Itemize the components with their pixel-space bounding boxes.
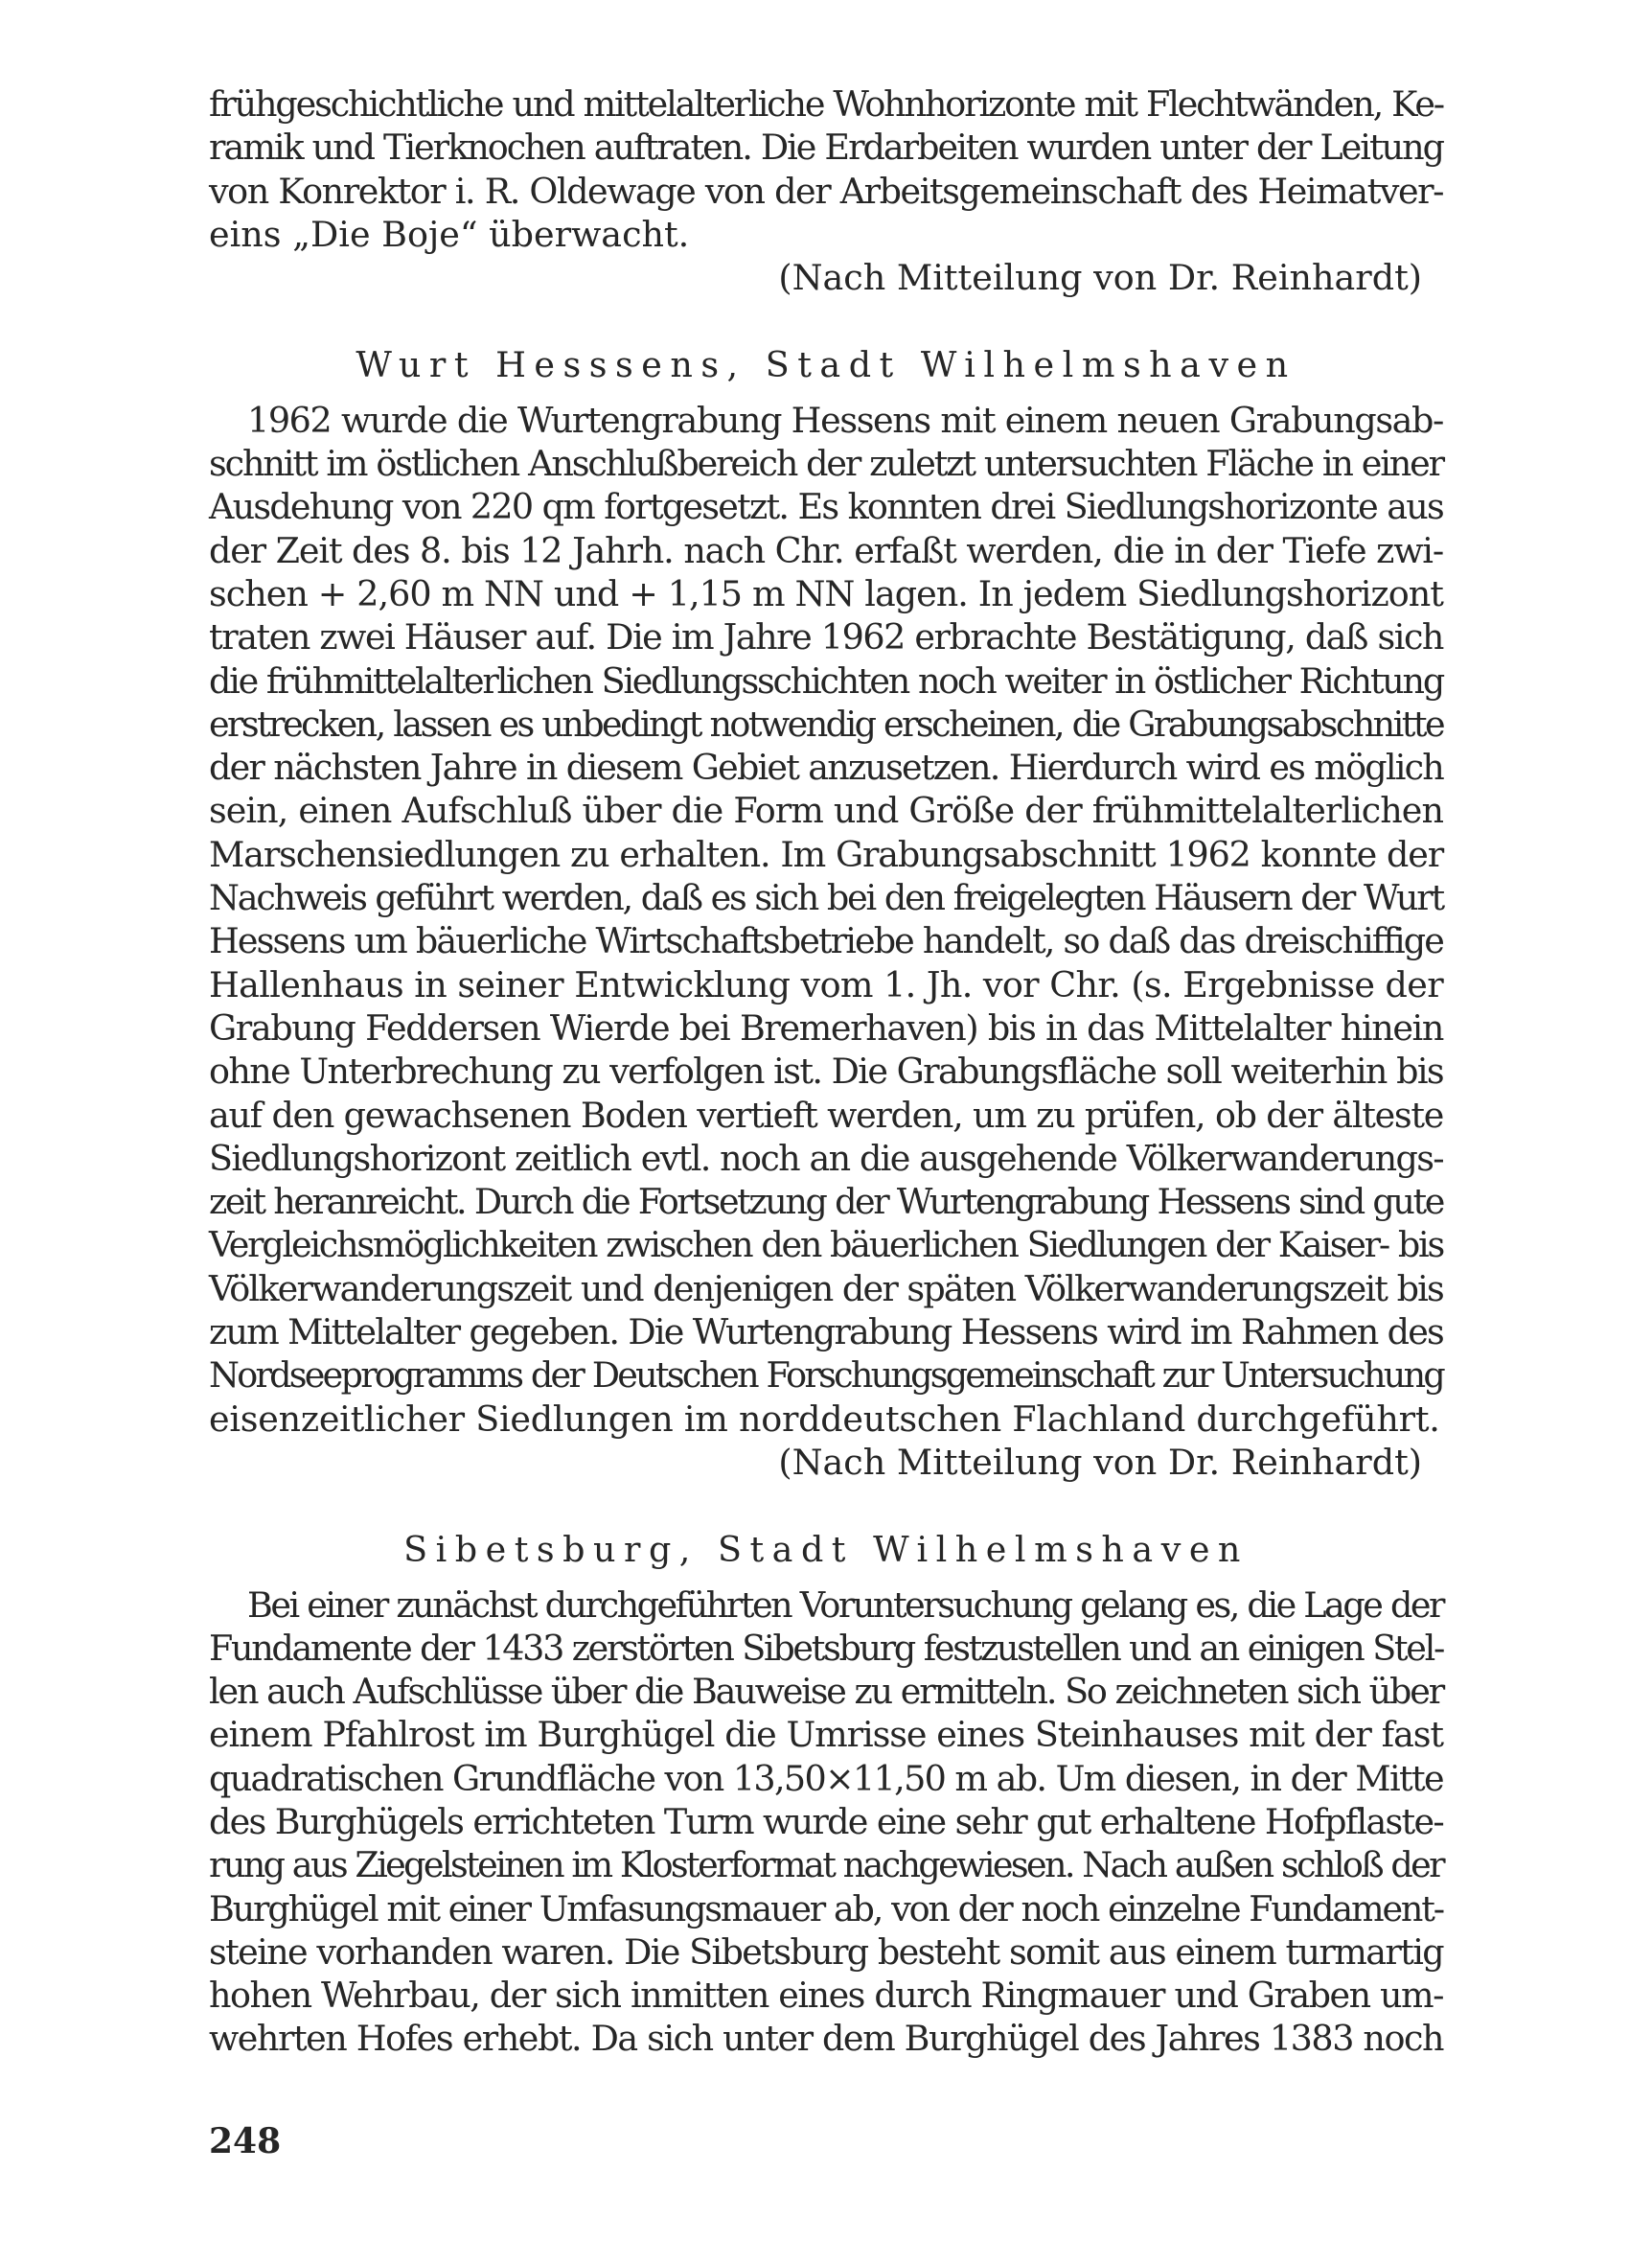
text-line: Grabung Feddersen Wierde bei Bremerhaven) bis in das Mittelalter hinein	[209, 1006, 1443, 1049]
text-line: Hessens um bäuerliche Wirtschaftsbetriebe handelt, so daß das dreischiffige	[209, 920, 1443, 962]
text-line: traten zwei Häuser auf. Die im Jahre 1962 erbrachte Bestätigung, daß sich	[209, 616, 1443, 658]
text-line: frühgeschichtliche und mittelalterliche Wohnhorizonte mit Flechtwänden, Ke-	[209, 83, 1443, 125]
text-line: len auch Aufschlüsse über die Bauweise zu ermitteln. So zeichneten sich über	[209, 1671, 1443, 1713]
page-body	[209, 82, 1443, 2061]
text-line: Hallenhaus in seiner Entwicklung vom 1. Jh. vor Chr. (s. Ergebnisse der	[209, 963, 1443, 1005]
text-line: Nordseeprogramms der Deutschen Forschungsgemeinschaft zur Untersuchung	[209, 1354, 1443, 1397]
text-line: eins „Die Boje“ überwacht.	[209, 213, 690, 255]
intro-paragraph	[209, 82, 1443, 256]
section-heading: Sibetsburg, Stadt Wilhelmshaven	[403, 1529, 1249, 1571]
text-line: Ausdehung von 220 qm fortgesetzt. Es konnten drei Siedlungshorizonte aus	[209, 486, 1443, 528]
text-line: Bei einer zunächst durchgeführten Voruntersuchung gelang es, die Lage der	[247, 1583, 1443, 1626]
text-line: zeit heranreicht. Durch die Fortsetzung der Wurtengrabung Hessens sind gute	[209, 1181, 1443, 1223]
text-line: erstrecken, lassen es unbedingt notwendig erscheinen, die Grabungsabschnitte	[209, 703, 1443, 745]
section-paragraph	[209, 1583, 1443, 2061]
attribution: (Nach Mitteilung von Dr. Reinhardt)	[778, 257, 1422, 299]
text-line: wehrten Hofes erhebt. Da sich unter dem Burghügel des Jahres 1383 noch	[209, 2018, 1443, 2060]
text-line: rung aus Ziegelsteinen im Klosterformat nachgewiesen. Nach außen schloß der	[209, 1844, 1443, 1886]
text-line: Marschensiedlungen zu erhalten. Im Grabungsabschnitt 1962 konnte der	[209, 833, 1443, 875]
text-line: ohne Unterbrechung zu verfolgen ist. Die Grabungsfläche soll weiterhin bis	[209, 1051, 1443, 1093]
section-heading: Wurt Hesssens, Stadt Wilhelmshaven	[356, 344, 1296, 386]
text-line: ramik und Tierknochen auftraten. Die Erdarbeiten wurden unter der Leitung	[209, 127, 1443, 169]
text-line: der nächsten Jahre in diesem Gebiet anzusetzen. Hierdurch wird es möglich	[209, 747, 1443, 789]
text-line: des Burghügels errichteten Turm wurde eine sehr gut erhaltene Hofpflaste-	[209, 1800, 1443, 1842]
text-line: Nachweis geführt werden, daß es sich bei den freigelegten Häusern der Wurt	[209, 877, 1443, 919]
text-line: Vergleichsmöglichkeiten zwischen den bäuerlichen Siedlungen der Kaiser- bis	[209, 1224, 1443, 1266]
text-line: hohen Wehrbau, der sich inmitten eines durch Ringmauer und Graben um-	[209, 1975, 1443, 2017]
text-line: quadratischen Grundfläche von 13,50×11,50 m ab. Um diesen, in der Mitte	[209, 1757, 1443, 1799]
text-line: zum Mittelalter gegeben. Die Wurtengrabung Hessens wird im Rahmen des	[209, 1311, 1443, 1353]
text-line: schnitt im östlichen Anschlußbereich der zuletzt untersuchten Fläche in einer	[209, 443, 1443, 485]
text-line: 1962 wurde die Wurtengrabung Hessens mit einem neuen Grabungsab-	[247, 399, 1443, 441]
text-line: sein, einen Aufschluß über die Form und Größe der frühmittelalterlichen	[209, 790, 1443, 832]
text-line: schen + 2,60 m NN und + 1,15 m NN lagen. In jedem Siedlungshorizont	[209, 572, 1443, 614]
text-line: Völkerwanderungszeit und denjenigen der späten Völkerwanderungszeit bis	[209, 1267, 1443, 1309]
text-line: eisenzeitlicher Siedlungen im norddeutschen Flachland durchgeführt.	[209, 1398, 1440, 1440]
text-line: Siedlungshorizont zeitlich evtl. noch an die ausgehende Völkerwanderungs-	[209, 1137, 1443, 1179]
text-line: auf den gewachsenen Boden vertieft werden, um zu prüfen, ob der älteste	[209, 1094, 1443, 1136]
text-line: der Zeit des 8. bis 12 Jahrh. nach Chr. erfaßt werden, die in der Tiefe zwi-	[209, 529, 1443, 571]
text-line: von Konrektor i. R. Oldewage von der Arbeitsgemeinschaft des Heimatver-	[209, 170, 1443, 212]
text-line: Burghügel mit einer Umfasungsmauer ab, von der noch einzelne Fundament-	[209, 1887, 1443, 1929]
text-line: die frühmittelalterlichen Siedlungsschichten noch weiter in östlicher Richtung	[209, 659, 1443, 702]
text-line: steine vorhanden waren. Die Sibetsburg besteht somit aus einem turmartig	[209, 1930, 1443, 1973]
page-number: 248	[209, 2121, 282, 2161]
text-line: Fundamente der 1433 zerstörten Sibetsburg festzustellen und an einigen Stel-	[209, 1627, 1443, 1669]
section-paragraph	[209, 399, 1443, 1441]
attribution: (Nach Mitteilung von Dr. Reinhardt)	[778, 1441, 1422, 1483]
text-line: einem Pfahlrost im Burghügel die Umrisse eines Steinhauses mit der fast	[209, 1714, 1443, 1756]
